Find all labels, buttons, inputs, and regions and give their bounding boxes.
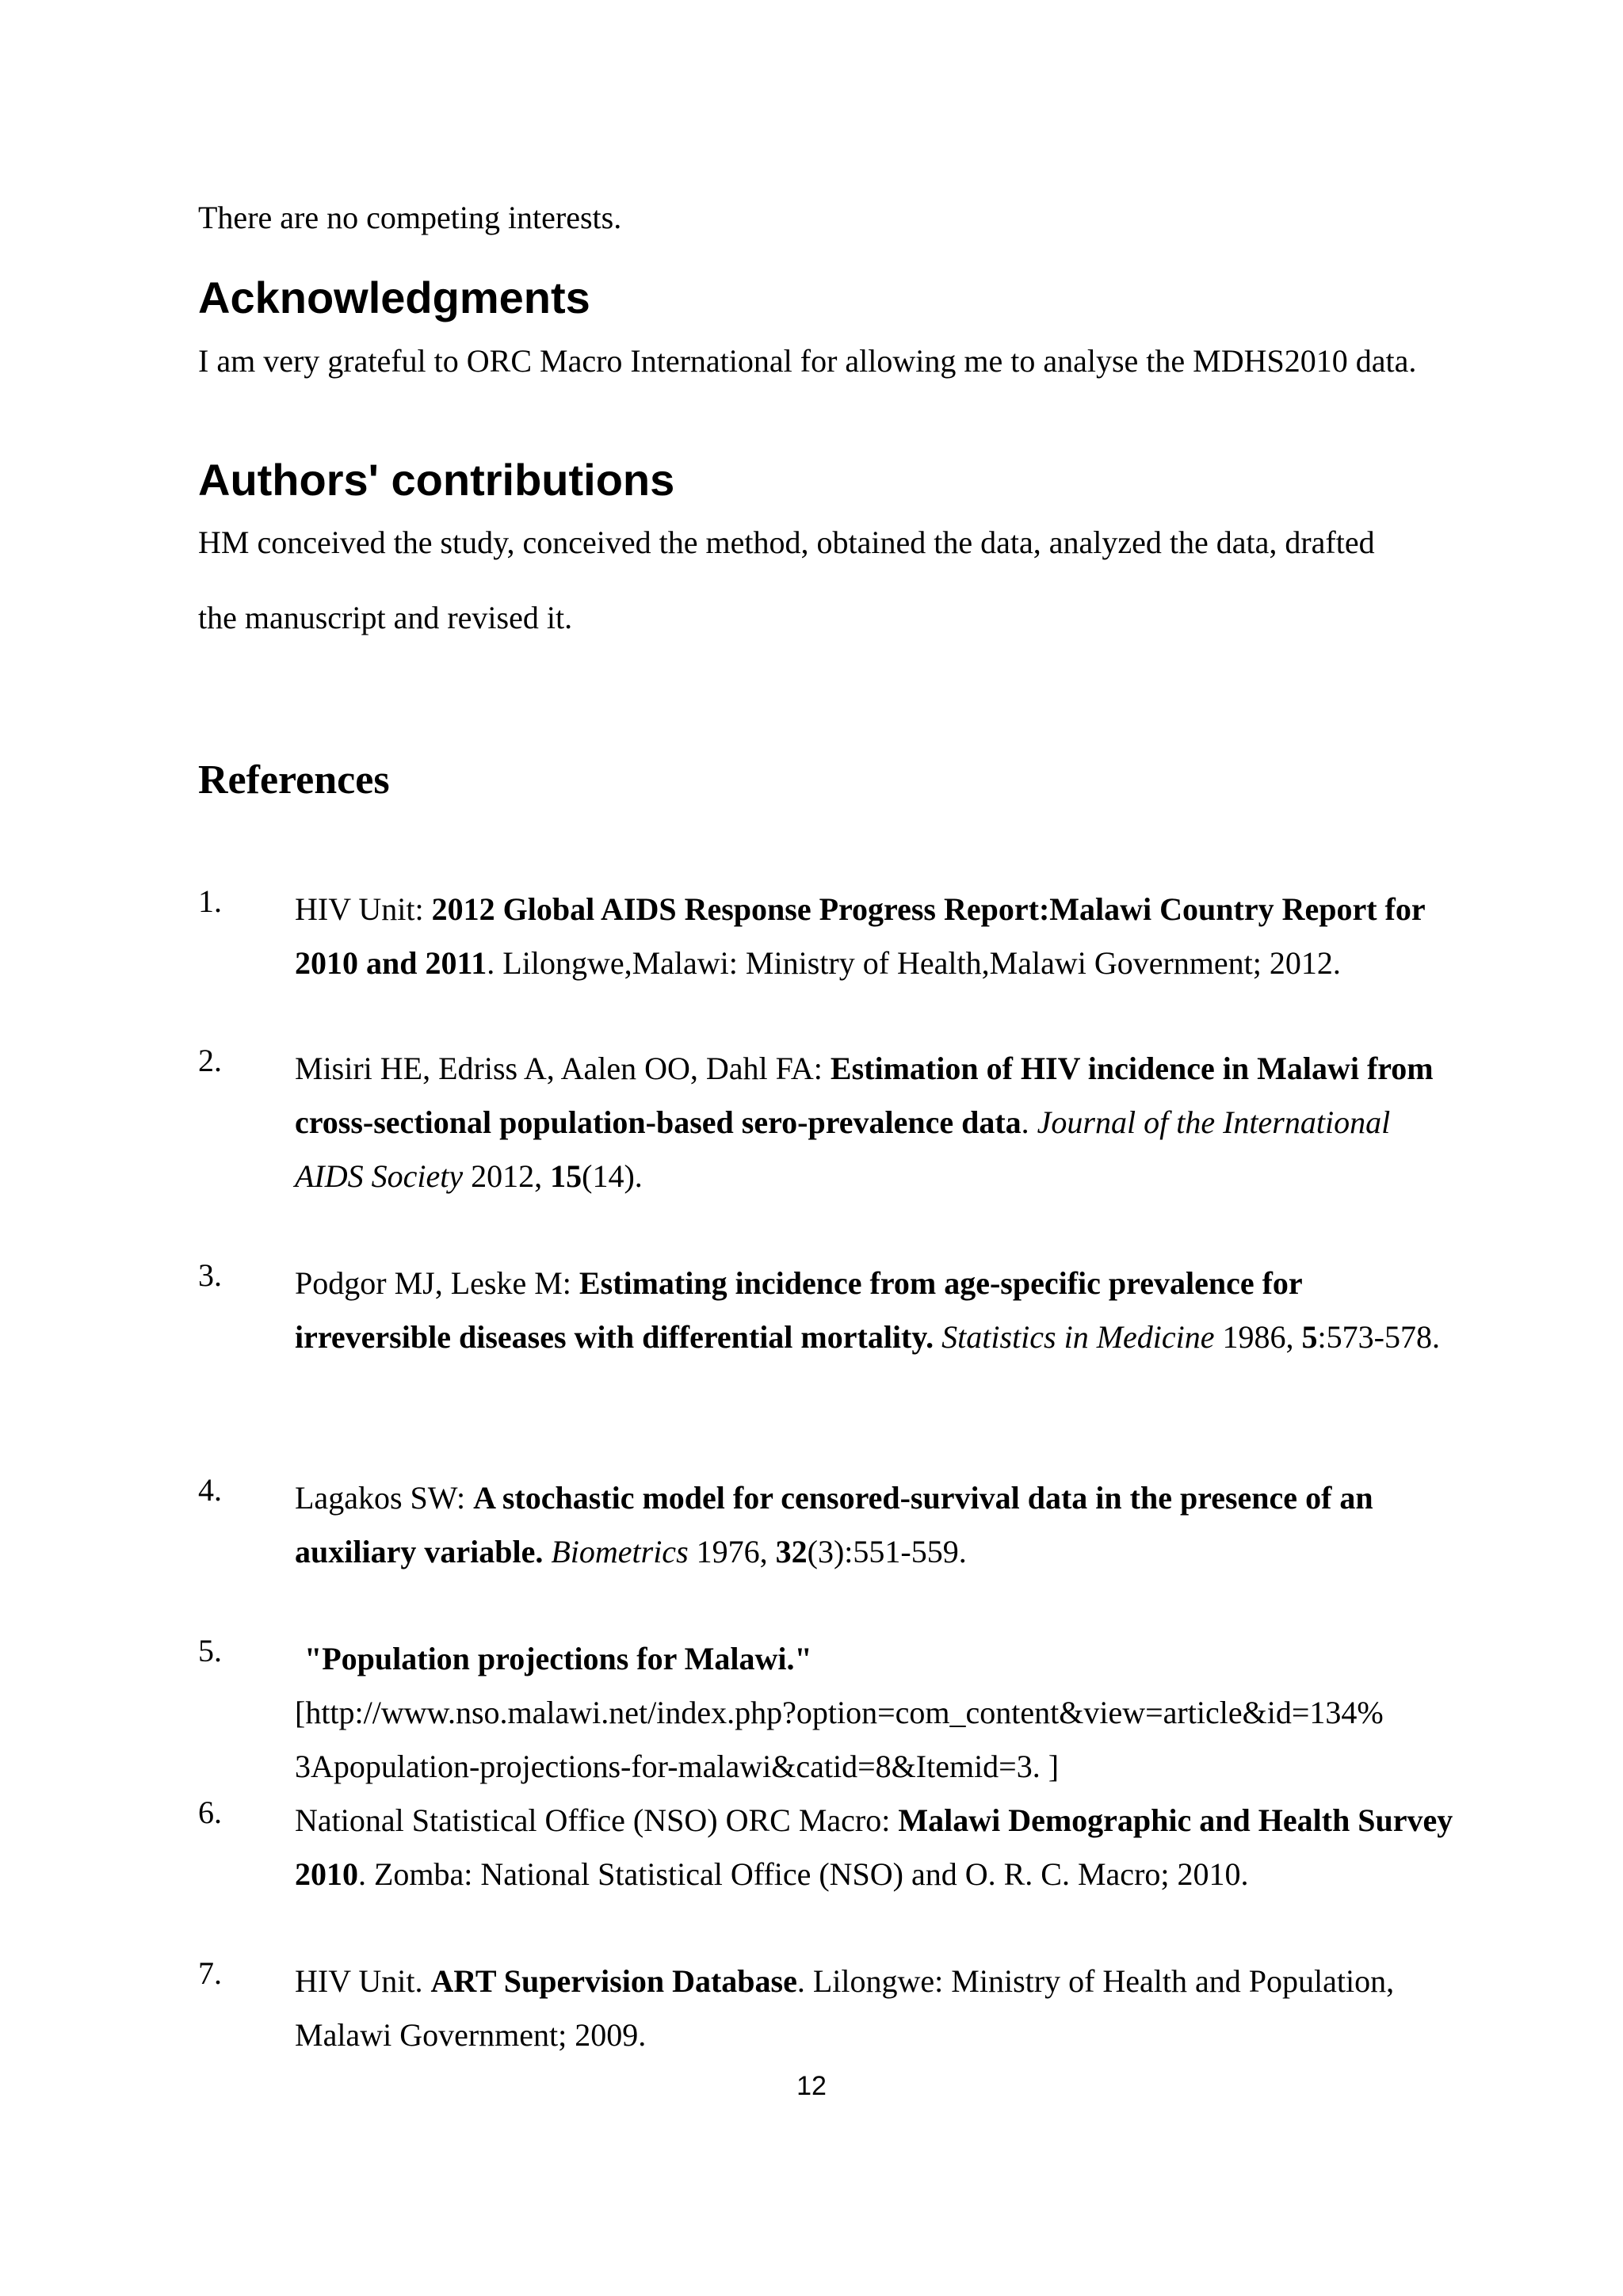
contributions-line-2: the manuscript and revised it. — [198, 600, 573, 635]
reference-separator — [934, 1319, 941, 1355]
reference-authors: HIV Unit. — [295, 1963, 431, 1999]
reference-number: 3. — [198, 1257, 222, 1293]
reference-title: Estimating incidence from age-specific prevalence for irreversible diseases with differential mortality. — [295, 1265, 1302, 1355]
reference-pages: (3):551-559. — [807, 1534, 967, 1569]
reference-title: 2012 Global AIDS Response Progress Report:Malawi Country Report for 2010 and 2011 — [295, 891, 1425, 981]
contributions-line-1: HM conceived the study, conceived the method, obtained the data, analyzed the data, drafted — [198, 524, 1375, 560]
reference-url-line-1: [http://www.nso.malawi.net/index.php?option=com_content&view=article&id=134% — [295, 1695, 1384, 1730]
acknowledgments-text: I am very grateful to ORC Macro International for allowing me to analyse the MDHS2010 data. — [198, 343, 1417, 379]
reference-separator: . — [1021, 1104, 1037, 1140]
reference-url-line-2: 3Apopulation-projections-for-malawi&catid=8&Itemid=3. ] — [295, 1749, 1060, 1784]
reference-details: . Zomba: National Statistical Office (NSO) and O. R. C. Macro; 2010. — [358, 1856, 1249, 1892]
reference-title: Estimation of HIV incidence in Malawi from cross-sectional population-based sero-prevalence data — [295, 1051, 1434, 1140]
reference-authors: Podgor MJ, Leske M: — [295, 1265, 579, 1301]
reference-number: 2. — [198, 1043, 222, 1078]
reference-volume: 32 — [775, 1534, 808, 1569]
reference-journal: Biometrics — [551, 1534, 689, 1569]
reference-journal: Statistics in Medicine — [941, 1319, 1215, 1355]
reference-details: . Lilongwe,Malawi: Ministry of Health,Malawi Government; 2012. — [487, 945, 1341, 981]
reference-text — [295, 1042, 1460, 1203]
reference-authors: HIV Unit: — [295, 891, 432, 927]
reference-title: "Population projections for Malawi." — [304, 1641, 812, 1676]
page-number: 12 — [796, 2071, 827, 2101]
reference-text — [295, 883, 1460, 990]
reference-title: ART Supervision Database — [430, 1963, 797, 1999]
reference-journal: Journal of the International AIDS Society — [295, 1104, 1391, 1194]
reference-authors: National Statistical Office (NSO) ORC Macro: — [295, 1802, 899, 1838]
acknowledgments-heading: Acknowledgments — [198, 273, 590, 322]
competing-interests-text: There are no competing interests. — [198, 200, 622, 235]
reference-pages: :573-578. — [1317, 1319, 1440, 1355]
reference-volume: 15 — [550, 1158, 582, 1194]
reference-details: . Lilongwe: Ministry of Health and Population, Malawi Government; 2009. — [295, 1963, 1395, 2053]
reference-title: A stochastic model for censored-survival data in the presence of an auxiliary variable. — [295, 1480, 1373, 1569]
reference-text — [295, 1794, 1460, 1901]
reference-number: 5. — [198, 1633, 222, 1669]
reference-text — [295, 1257, 1460, 1364]
reference-year: 2012, — [463, 1158, 551, 1194]
reference-text — [295, 1632, 1460, 1794]
reference-year: 1976, — [688, 1534, 776, 1569]
reference-year: 1986, — [1214, 1319, 1302, 1355]
contributions-heading: Authors' contributions — [198, 455, 675, 505]
reference-title: Malawi Demographic and Health Survey 2010 — [295, 1802, 1453, 1892]
reference-number: 4. — [198, 1472, 222, 1508]
reference-volume: 5 — [1301, 1319, 1318, 1355]
reference-authors: Lagakos SW: — [295, 1480, 474, 1516]
reference-pages: (14). — [582, 1158, 643, 1194]
reference-separator — [543, 1534, 551, 1569]
reference-authors: Misiri HE, Edriss A, Aalen OO, Dahl FA: — [295, 1051, 831, 1086]
reference-text — [295, 1955, 1460, 2062]
references-heading: References — [198, 757, 390, 803]
reference-number: 7. — [198, 1955, 222, 1991]
reference-text — [295, 1471, 1460, 1579]
reference-number: 1. — [198, 883, 222, 919]
reference-number: 6. — [198, 1794, 222, 1830]
